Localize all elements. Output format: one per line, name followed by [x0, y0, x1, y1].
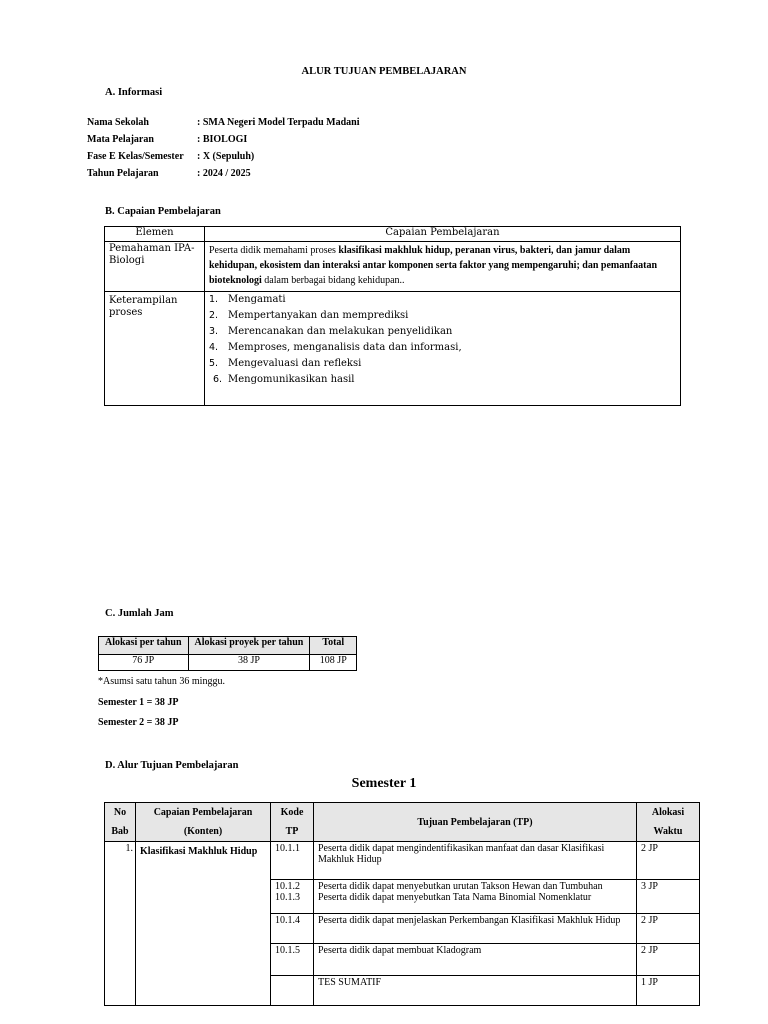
tp-cell: Peserta didik dapat mengindentifikasikan manfaat dan dasar Klasifikasi Makhluk Hidup: [314, 842, 637, 880]
table-row: [105, 292, 681, 406]
tp-cell: Peserta didik dapat menjelaskan Perkembangan Klasifikasi Makhluk Hidup: [314, 914, 637, 944]
table-row: [99, 655, 357, 671]
header-total: Total: [310, 637, 357, 655]
header-alokasi-proyek: Alokasi proyek per tahun: [188, 637, 310, 655]
info-value: : BIOLOGI: [197, 134, 248, 145]
table-row: [105, 842, 700, 880]
info-value: : X (Sepuluh): [197, 151, 255, 162]
info-label: Mata Pelajaran: [87, 134, 154, 145]
kode-cell: 10.1.1: [271, 842, 314, 880]
section-d-heading: D. Alur Tujuan Pembelajaran: [105, 760, 239, 771]
info-value: : 2024 / 2025: [197, 168, 251, 179]
tp-cell: Peserta didik dapat menyebutkan urutan Takson Hewan dan Tumbuhan Peserta didik dapat menyebutkan Tata Nama Binomial Nomenklatur: [314, 880, 637, 914]
desc-prefix: Peserta didik memahami proses: [209, 245, 339, 256]
description-cell: [205, 242, 681, 292]
info-label: Nama Sekolah: [87, 117, 149, 128]
table-row: [105, 242, 681, 292]
value-alokasi-tahun: 76 JP: [99, 655, 189, 671]
info-row-year: [0, 168, 768, 182]
list-item: 2. Mempertanyakan dan memprediksi: [209, 310, 409, 321]
section-c-heading: C. Jumlah Jam: [105, 608, 174, 619]
list-item: 6. Mengomunikasikan hasil: [213, 374, 355, 385]
info-row-school: [0, 117, 768, 131]
desc-suffix: dalam berbagai bidang kehidupan..: [261, 275, 405, 286]
skills-list: [209, 292, 676, 388]
list-item: 5. Mengevaluasi dan refleksi: [209, 358, 362, 369]
kode-cell: 10.1.5: [271, 944, 314, 976]
tp-cell: TES SUMATIF: [314, 976, 637, 1006]
skills-cell: [205, 292, 681, 406]
value-total: 108 JP: [310, 655, 357, 671]
header-no: No Bab: [105, 803, 136, 842]
assumption-note: *Asumsi satu tahun 36 minggu.: [98, 676, 225, 687]
list-item: 4. Memproses, menganalisis data dan informasi,: [209, 342, 462, 353]
info-row-subject: [0, 134, 768, 148]
header-capaian: Capaian Pembelajaran: [205, 227, 681, 242]
table-header-row: [105, 803, 700, 842]
section-a-heading: A. Informasi: [105, 87, 163, 98]
list-item: 3. Merencanakan dan melakukan penyelidikan: [209, 326, 453, 337]
kode-cell: 10.1.4: [271, 914, 314, 944]
semester-1-jp: Semester 1 = 38 JP: [98, 697, 179, 708]
semester-title: Semester 1: [351, 776, 417, 791]
header-tp: Tujuan Pembelajaran (TP): [314, 803, 637, 842]
header-kode: Kode TP: [271, 803, 314, 842]
atp-table: [104, 802, 700, 1006]
capaian-table: [104, 226, 681, 406]
waktu-cell: 2 JP: [637, 842, 700, 880]
header-alokasi-tahun: Alokasi per tahun: [99, 637, 189, 655]
bab-title: Klasifikasi Makhluk Hidup: [136, 842, 271, 1006]
element-cell: Pemahaman IPA-Biologi: [105, 242, 205, 292]
info-row-phase: [0, 151, 768, 165]
waktu-cell: 3 JP: [637, 880, 700, 914]
kode-cell: 10.1.2 10.1.3: [271, 880, 314, 914]
page-title: ALUR TUJUAN PEMBELAJARAN: [301, 66, 467, 77]
waktu-cell: 2 JP: [637, 944, 700, 976]
info-label: Tahun Pelajaran: [87, 168, 159, 179]
header-elemen: Elemen: [105, 227, 205, 242]
list-item: 1. Mengamati: [209, 294, 286, 305]
bab-number: 1.: [105, 842, 136, 1006]
element-cell: Keterampilan proses: [105, 292, 205, 406]
header-alokasi: Alokasi Waktu: [637, 803, 700, 842]
tp-cell: Peserta didik dapat membuat Kladogram: [314, 944, 637, 976]
header-capaian: Capaian Pembelajaran (Konten): [136, 803, 271, 842]
value-alokasi-proyek: 38 JP: [188, 655, 310, 671]
table-header-row: [99, 637, 357, 655]
kode-cell: [271, 976, 314, 1006]
desc-bold: klasifikasi makhluk hidup, peranan virus, bakteri, dan jamur dalam kehidupan, ekosistem dan interaksi antar komponen serta faktor yang mempengaruhi; dan pemanfaatan bioteknologi: [209, 245, 658, 286]
info-value: : SMA Negeri Model Terpadu Madani: [197, 117, 360, 128]
semester-2-jp: Semester 2 = 38 JP: [98, 717, 179, 728]
info-label: Fase E Kelas/Semester: [87, 151, 184, 162]
jam-table: [98, 636, 357, 671]
table-header-row: [105, 227, 681, 242]
waktu-cell: 1 JP: [637, 976, 700, 1006]
waktu-cell: 2 JP: [637, 914, 700, 944]
section-b-heading: B. Capaian Pembelajaran: [105, 206, 221, 217]
